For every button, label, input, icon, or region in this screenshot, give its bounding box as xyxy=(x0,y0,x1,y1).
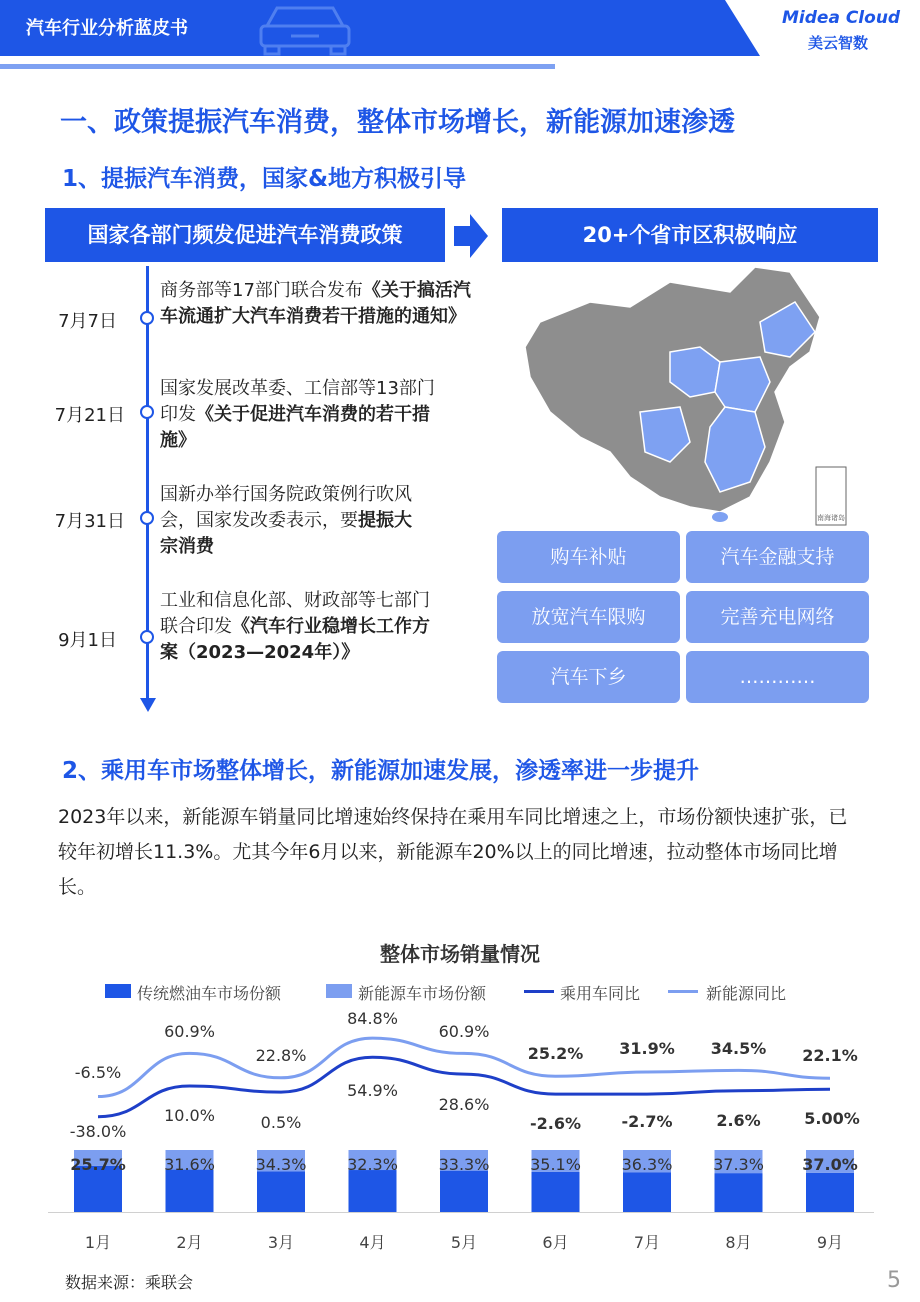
line-nev-label: 31.9% xyxy=(619,1039,675,1058)
legend-label: 乘用车同比 xyxy=(560,984,641,1003)
policy-tag: 汽车金融支持 xyxy=(686,531,869,583)
policy-tag: ………… xyxy=(686,651,869,703)
map-inset-label: 南海诸岛 xyxy=(817,514,845,522)
line-total-label: -2.7% xyxy=(621,1112,673,1131)
line-nev-label: 22.1% xyxy=(802,1046,858,1065)
bar-nev-label: 25.7% xyxy=(70,1155,126,1174)
bar-ice xyxy=(715,1173,763,1212)
line-total-label: -38.0% xyxy=(69,1122,127,1141)
policy-tag: 放宽汽车限购 xyxy=(497,591,680,643)
subsection-title-2: 2、乘用车市场整体增长，新能源加速发展，渗透率进一步提升 xyxy=(62,758,700,784)
line-total-label: 2.6% xyxy=(716,1111,761,1130)
legend-label: 传统燃油车市场份额 xyxy=(137,984,282,1003)
brand-logo: Midea Cloud xyxy=(782,8,901,28)
page-number: 5 xyxy=(887,1268,901,1293)
line-total-label: 0.5% xyxy=(260,1113,302,1132)
line-nev-label: 22.8% xyxy=(255,1046,307,1065)
bar-ice xyxy=(349,1170,397,1212)
legend-label: 新能源车市场份额 xyxy=(358,984,487,1003)
header-title: 汽车行业分析蓝皮书 xyxy=(26,18,188,39)
x-tick-label: 5月 xyxy=(450,1233,478,1252)
line-nev-label: 25.2% xyxy=(527,1044,584,1063)
timeline-text: 商务部等17部门联合发布《关于搞活汽车流通扩大汽车消费若干措施的通知》 xyxy=(160,280,471,327)
x-tick-label: 3月 xyxy=(267,1233,295,1252)
x-tick-label: 1月 xyxy=(84,1233,112,1252)
timeline-text: 国家发展改革委、工信部等13部门印发《关于促进汽车消费的若干措施》 xyxy=(160,378,435,451)
brand-logo-cn: 美云智数 xyxy=(808,34,869,52)
bar-ice xyxy=(623,1173,671,1212)
x-tick-label: 9月 xyxy=(816,1233,844,1252)
line-nev-label: 84.8% xyxy=(347,1009,398,1028)
legend-label: 新能源同比 xyxy=(706,984,787,1003)
line-total-label: 28.6% xyxy=(438,1095,490,1114)
bar-ice xyxy=(166,1170,214,1212)
bar-nev-label: 31.6% xyxy=(164,1155,215,1174)
policy-banner: 国家各部门频发促进汽车消费政策 xyxy=(45,208,445,262)
timeline-date: 7月21日 xyxy=(54,405,125,426)
bar-nev-label: 32.3% xyxy=(347,1155,398,1174)
line-nev-label: 34.5% xyxy=(710,1039,767,1058)
body-paragraph: 2023年以来，新能源车销量同比增速始终保持在乘用车同比增速之上，市场份额快速扩张，已较年初增长11.3%。尤其今年6月以来，新能源车20%以上的同比增速，拉动整体市场同比增长。 xyxy=(58,806,848,898)
line-total-label: -2.6% xyxy=(529,1114,582,1133)
bar-nev-label: 36.3% xyxy=(621,1155,673,1174)
line-total-label: 5.00% xyxy=(804,1109,860,1128)
timeline-date: 7月31日 xyxy=(54,511,125,532)
line-total-label: 54.9% xyxy=(347,1081,398,1100)
chart-baseline xyxy=(48,1212,874,1213)
bar-nev-label: 34.3% xyxy=(255,1155,307,1174)
bar-ice xyxy=(440,1171,488,1212)
timeline-date: 9月1日 xyxy=(58,630,117,651)
province-banner: 20+个省市区积极响应 xyxy=(502,208,878,262)
x-tick-label: 7月 xyxy=(633,1233,661,1252)
x-tick-label: 8月 xyxy=(725,1233,752,1252)
subsection-title-1: 1、提振汽车消费，国家&地方积极引导 xyxy=(62,166,467,192)
policy-tag: 购车补贴 xyxy=(497,531,680,583)
data-source: 数据来源：乘联会 xyxy=(65,1273,194,1292)
bar-nev-label: 33.3% xyxy=(438,1155,490,1174)
x-tick-label: 2月 xyxy=(176,1233,203,1252)
bar-nev-label: 37.3% xyxy=(713,1155,764,1174)
section-title: 一、政策提振汽车消费，整体市场增长，新能源加速渗透 xyxy=(60,107,735,138)
bar-nev-label: 37.0% xyxy=(802,1155,858,1174)
timeline-text: 工业和信息化部、财政部等七部门联合印发《汽车行业稳增长工作方案（2023—2024年）》 xyxy=(160,590,430,663)
x-tick-label: 6月 xyxy=(542,1233,569,1252)
line-nev-label: 60.9% xyxy=(438,1022,490,1041)
x-tick-label: 4月 xyxy=(359,1233,386,1252)
line-total-label: 10.0% xyxy=(164,1106,215,1125)
bar-nev-label: 35.1% xyxy=(530,1155,581,1174)
policy-tag: 完善充电网络 xyxy=(686,591,869,643)
line-nev-label: -6.5% xyxy=(74,1063,122,1082)
timeline-text: 国新办举行国务院政策例行吹风会，国家发改委表示，要提振大宗消费 xyxy=(160,484,412,557)
timeline-date: 7月7日 xyxy=(58,311,117,332)
bar-ice xyxy=(806,1173,854,1212)
bar-ice xyxy=(257,1171,305,1212)
chart-title: 整体市场销量情况 xyxy=(380,942,540,966)
policy-tag: 汽车下乡 xyxy=(497,651,680,703)
bar-ice xyxy=(532,1172,580,1212)
line-nev-label: 60.9% xyxy=(164,1022,215,1041)
